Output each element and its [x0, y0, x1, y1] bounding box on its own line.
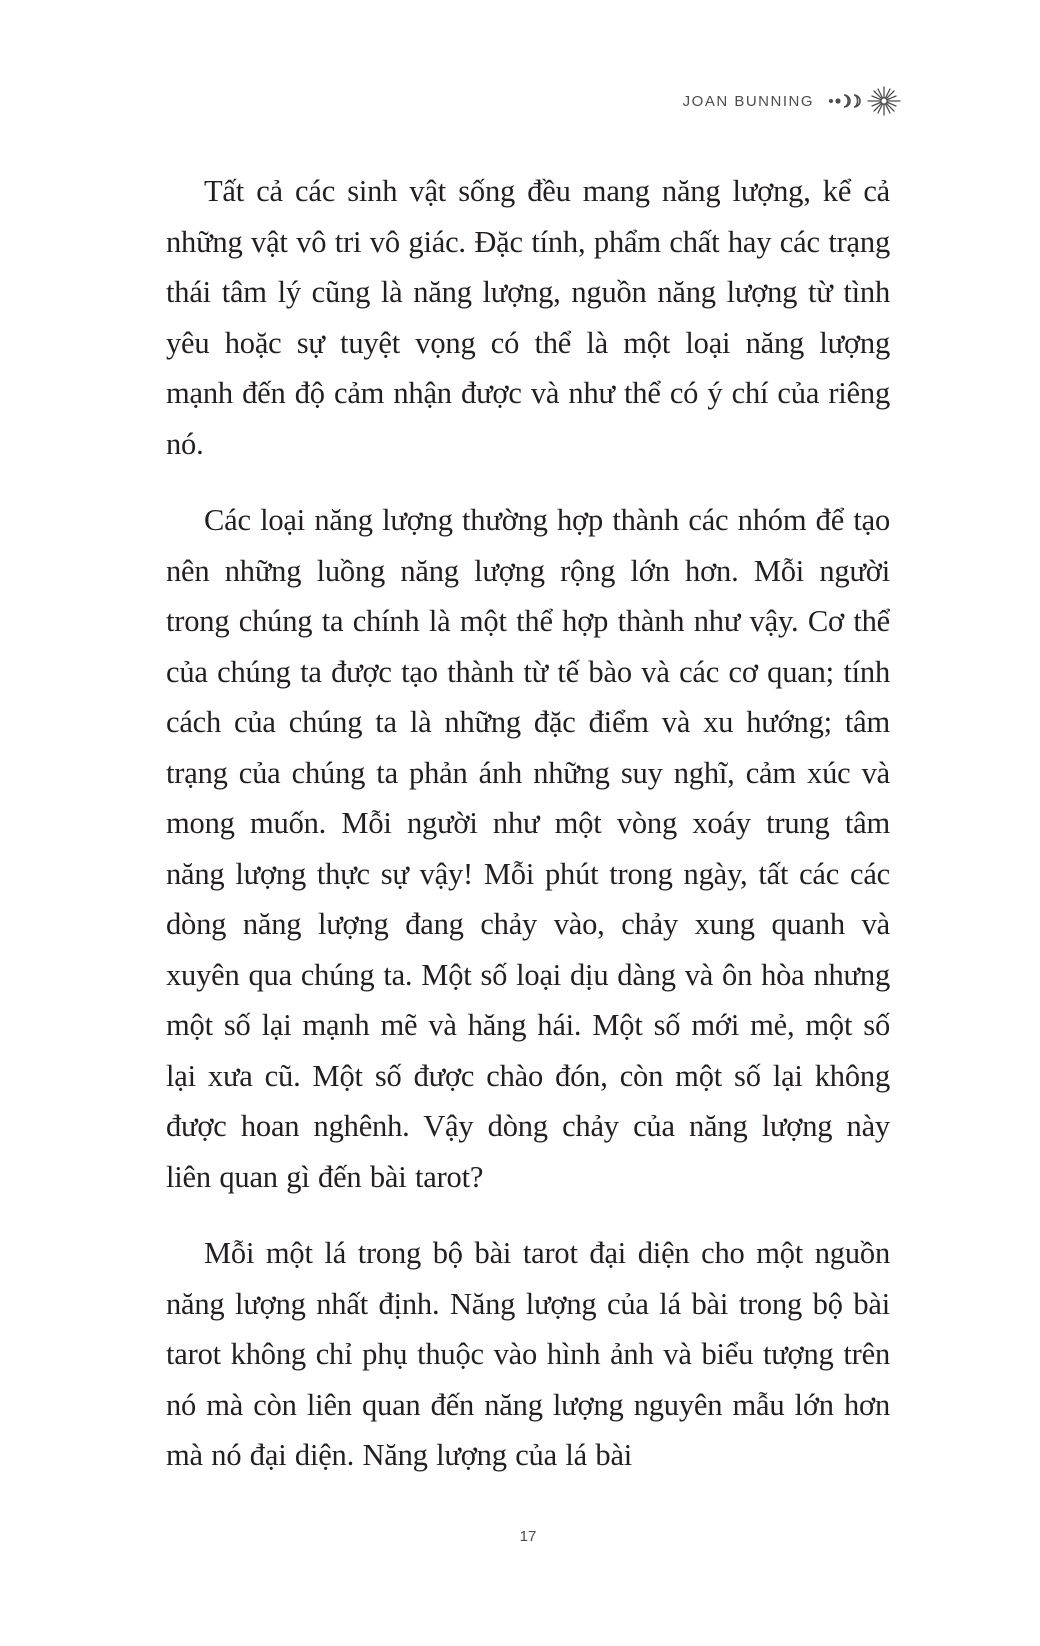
paragraph-2: Các loại năng lượng thường hợp thành các nhóm để tạo nên những luồng năng lượng rộng lớn hơn. Mỗi người trong chúng ta chính là một thể hợp thành như vậy. Cơ thể của chúng ta được tạo thành từ tế bào và các cơ quan; tính cách của chúng ta là những đặc điểm và xu hướng; tâm trạng của chúng ta phản ánh những suy nghĩ, cảm xúc và mong muốn. Mỗi người như một vòng xoáy trung tâm năng lượng thực sự vậy! Mỗi phút trong ngày, tất các các dòng năng lượng đang chảy vào, chảy xung quanh và xuyên qua chúng ta. Một số loại dịu dàng và ôn hòa nhưng một số lại mạnh mẽ và hăng hái. Một số mới mẻ, một số lại xưa cũ. Một số được chào đón, còn một số lại không được hoan nghênh. Vậy dòng chảy của năng lượng này liên quan gì đến bài tarot?	[166, 503, 890, 1194]
paragraph-3: Mỗi một lá trong bộ bài tarot đại diện cho một nguồn năng lượng nhất định. Năng lượng của lá bài trong bộ bài tarot không chỉ phụ thuộc vào hình ảnh và biểu tượng trên nó mà còn liên quan đến năng lượng nguyên mẫu lớn hơn mà nó đại diện. Năng lượng của lá bài	[166, 1236, 890, 1472]
running-header	[683, 86, 902, 116]
author-name: JOAN BUNNING	[682, 92, 814, 110]
page-body	[166, 166, 890, 1507]
paragraph-1: Tất cả các sinh vật sống đều mang năng lượng, kể cả những vật vô tri vô giác. Đặc tính, phẩm chất hay các trạng thái tâm lý cũng là năng lượng, nguồn năng lượng từ tình yêu hoặc sự tuyệt vọng có thể là một loại năng lượng mạnh đến độ cảm nhận được và như thể có ý chí của riêng nó.	[166, 174, 890, 461]
page-number: 17	[519, 1528, 537, 1545]
moon-phases-star-icon	[828, 86, 902, 116]
